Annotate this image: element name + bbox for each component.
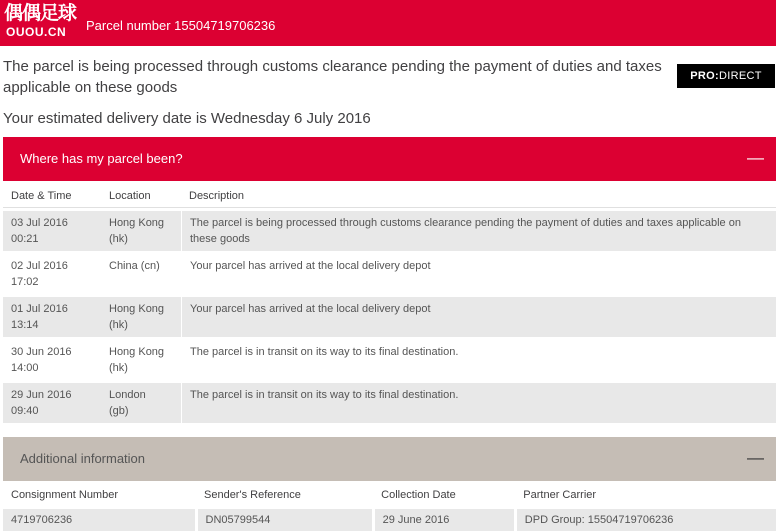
location-name: Hong Kong [109,346,165,358]
collection-date: 29 June 2016 [373,509,515,531]
partner-carrier: DPD Group: 15504719706236 [515,509,776,531]
event-time: 17:02 [11,276,39,288]
table-row [3,509,776,531]
event-location [101,254,181,294]
table-row [3,297,776,337]
event-description: The parcel is being processed through customs clearance pending the payment of duties and taxes applicable on these goods [181,211,776,251]
top-header-bar [0,0,776,46]
column-header-description: Description [181,184,776,208]
estimated-delivery-message: Your estimated delivery date is Wednesday 6 July 2016 [3,110,371,127]
event-description: Your parcel has arrived at the local delivery depot [181,297,776,337]
logo-cn-text: 偶偶足球 [4,3,77,24]
event-location [101,297,181,337]
table-row [3,383,776,423]
location-name: Hong Kong [109,303,165,315]
event-time: 14:00 [11,362,39,374]
additional-info-title: Additional information [20,451,146,466]
brand-logo-right: DIRECT [718,70,762,82]
column-header-collection-date: Collection Date [381,489,456,501]
site-logo[interactable] [3,3,95,40]
column-header-location: Location [101,184,181,208]
event-datetime [3,297,101,337]
event-date: 03 Jul 2016 [11,217,68,229]
additional-info-table [3,481,776,531]
event-date: 30 Jun 2016 [11,346,72,358]
location-name: London [109,389,146,401]
location-code: (hk) [109,319,128,331]
parcel-status-message: The parcel is being processed through customs clearance pending the payment of duties and taxes applicable on these goods [3,58,662,96]
collapse-history-icon[interactable]: — [747,148,764,167]
location-name: Hong Kong [109,217,165,229]
event-date: 01 Jul 2016 [11,303,68,315]
brand-logo-left: PRO: [690,70,719,82]
event-location [101,340,181,380]
event-description: The parcel is in transit on its way to its final destination. [181,383,776,423]
event-datetime [3,340,101,380]
parcel-history-title: Where has my parcel been? [20,151,183,166]
event-date: 02 Jul 2016 [11,260,68,272]
event-datetime [3,211,101,251]
table-row [3,340,776,380]
additional-info-header[interactable] [3,437,776,481]
event-location [101,211,181,251]
column-header-date-time: Date & Time [3,184,101,208]
event-description: The parcel is in transit on its way to its final destination. [181,340,776,380]
sender-brand-logo [677,64,775,88]
event-time: 13:14 [11,319,39,331]
location-code: (hk) [109,233,128,245]
event-description: Your parcel has arrived at the local delivery depot [181,254,776,294]
parcel-history-table [3,181,776,426]
consignment-number: 4719706236 [3,509,196,531]
location-code: (gb) [109,405,129,417]
collapse-additional-icon[interactable]: — [747,448,764,467]
location-code: (hk) [109,362,128,374]
location-name: China (cn) [109,260,160,272]
event-date: 29 Jun 2016 [11,389,72,401]
column-header-consignment: Consignment Number [11,489,118,501]
parcel-number-title: Parcel number 15504719706236 [86,18,276,33]
logo-en-text: OUOU.CN [6,25,67,39]
parcel-history-header[interactable] [3,137,776,181]
event-datetime [3,254,101,294]
column-header-senders-reference: Sender's Reference [204,489,301,501]
table-row [3,254,776,294]
event-datetime [3,383,101,423]
event-time: 09:40 [11,405,39,417]
column-header-partner-carrier: Partner Carrier [523,489,597,501]
event-time: 00:21 [11,233,39,245]
event-location [101,383,181,423]
senders-reference: DN05799544 [196,509,373,531]
table-row [3,211,776,251]
